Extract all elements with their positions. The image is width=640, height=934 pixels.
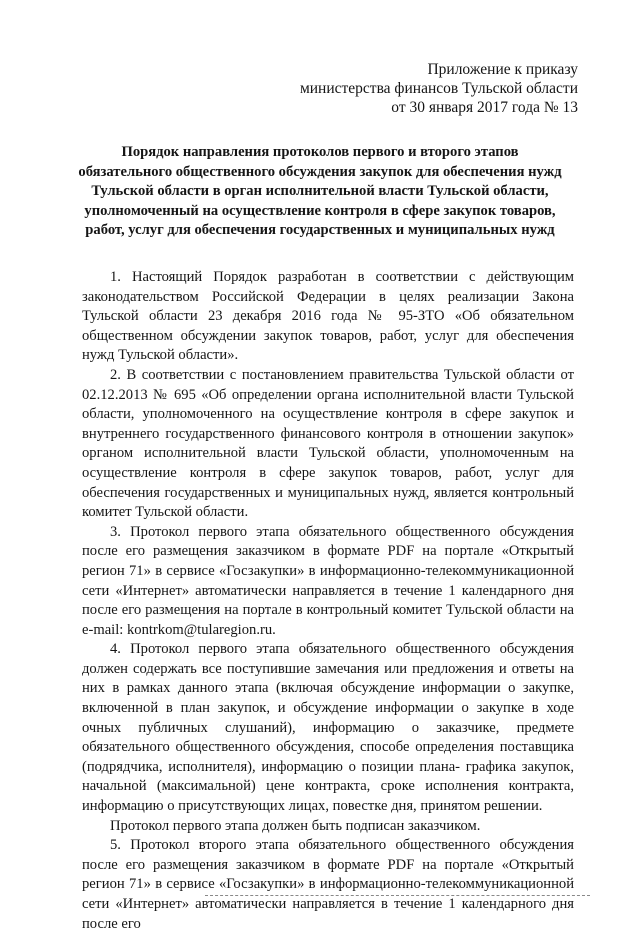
paragraph-3: 3. Протокол первого этапа обязательного общественного обсуждения после его размещения заказчиком в формате PDF на портале «Открытый регион 71» в сервисе «Госзакупки» в информационно-телекоммуникационной сети «Интернет» автоматически направляется в течение 1 календарного дня после его размещения на портале в контрольный комитет Тульской области на e-mail: kontrkom@tularegion.ru. bbox=[82, 523, 574, 638]
paragraph-4-note: Протокол первого этапа должен быть подписан заказчиком. bbox=[110, 817, 481, 834]
title-line: Тульской области в орган исполнительной власти Тульской области, bbox=[91, 183, 549, 200]
appendix-header bbox=[300, 60, 578, 117]
title-line: работ, услуг для обеспечения государственных и муниципальных нужд bbox=[85, 222, 555, 239]
document-title bbox=[60, 143, 580, 241]
appendix-line: министерства финансов Тульской области bbox=[299, 80, 578, 97]
appendix-line: Приложение к приказу bbox=[427, 61, 578, 78]
paragraph-2: 2. В соответствии с постановлением правительства Тульской области от 02.12.2013 № 695 «Об определении органа исполнительной власти Тульской области, уполномоченного на осуществление контроля в сфере закупок и внутреннего государственного финансового контроля в отношении закупок» органом исполнительной власти Тульской области, уполномоченным на осуществление контроля в сфере закупок товаров, работ, услуг для обеспечения государственных и муниципальных нужд, является контрольный комитет Тульской области. bbox=[82, 366, 574, 521]
paragraph-1: 1. Настоящий Порядок разработан в соответствии с действующим законодательством Российской Федерации в целях реализации Закона Тульской области 23 декабря 2016 года № 95-ЗТО «Об обязательном общественном обсуждении закупок товаров, работ, услуг для обеспечения нужд Тульской области». bbox=[82, 269, 574, 364]
page-bottom-rule bbox=[205, 895, 590, 896]
appendix-line: от 30 января 2017 года № 13 bbox=[391, 99, 578, 116]
paragraph-4: 4. Протокол первого этапа обязательного общественного обсуждения должен содержать все поступившие замечания или предложения и ответы на них в рамках данного этапа (включая обсуждение информации о закупке, включенной в план закупок, и обсуждение информации о закупке в ходе очных публичных слушаний), информацию о заказчике, предмете обязательного общественного обсуждения, способе определения поставщика (подрядчика, исполнителя), информацию о позиции плана- графика закупок, начальной (максимальной) цене контракта, сроке исполнения контракта, информацию о присутствующих лицах, повестке дня, принятом решении. bbox=[82, 641, 574, 815]
document-body bbox=[82, 268, 574, 934]
title-line: обязательного общественного обсуждения закупок для обеспечения нужд bbox=[78, 163, 562, 180]
title-line: Порядок направления протоколов первого и второго этапов bbox=[121, 144, 519, 160]
title-line: уполномоченный на осуществление контроля в сфере закупок товаров, bbox=[84, 202, 556, 219]
paragraph-5: 5. Протокол второго этапа обязательного общественного обсуждения после его размещения заказчиком в формате PDF на портале «Открытый регион 71» в сервисе «Госзакупки» в информационно-телекоммуникационной сети «Интернет» автоматически направляется в течение 1 календарного дня после его bbox=[82, 837, 574, 932]
